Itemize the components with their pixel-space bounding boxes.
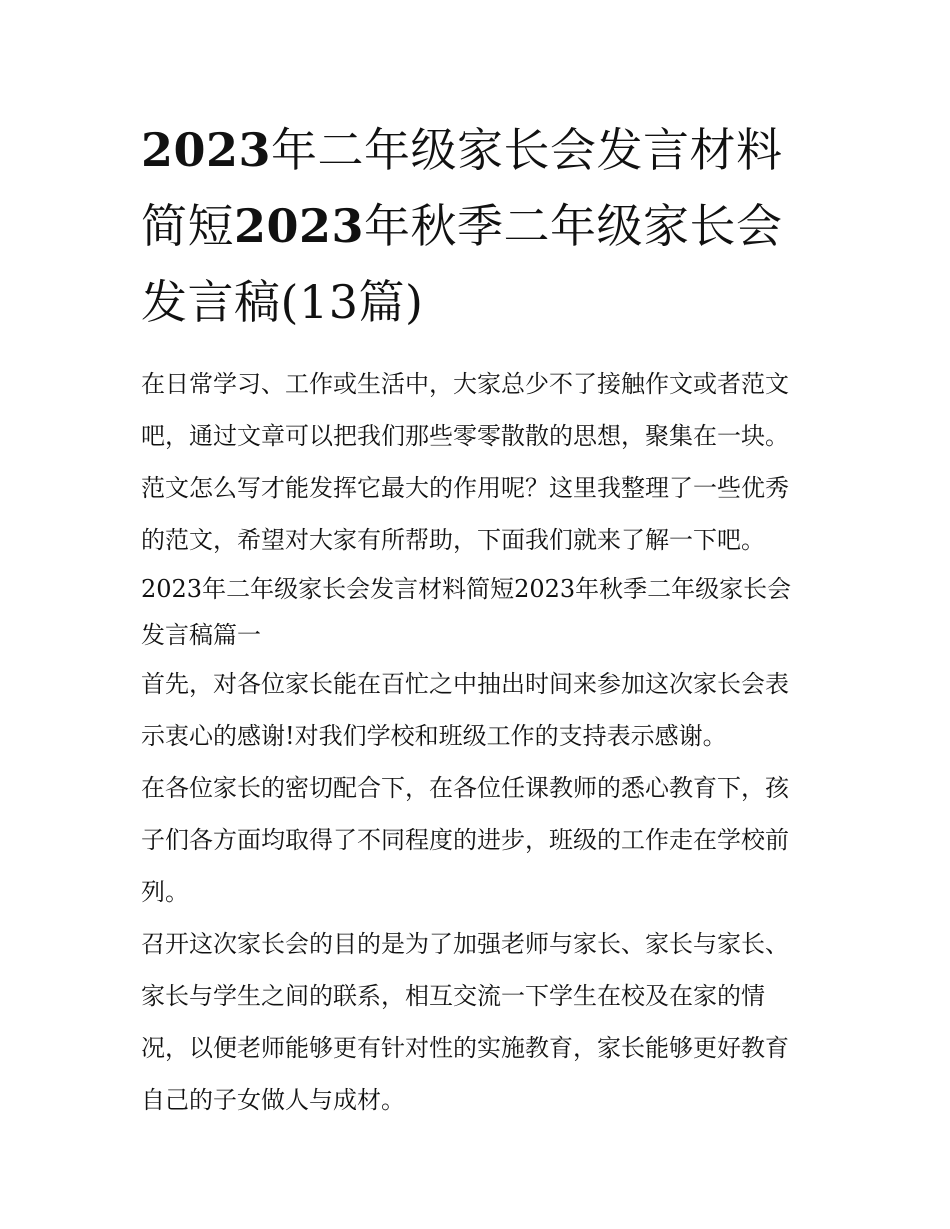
title-year-1: 2023 — [141, 123, 272, 177]
title-text-1: 年二年级家长会发言材料简短 — [141, 123, 783, 253]
body-paragraph-3: 召开这次家长会的目的是为了加强老师与家长、家长与家长、家长与学生之间的联系，相互交流一下学生在校及在家的情况，以便老师能够更有针对性的实施教育，家长能够更好教育自己的子女做人与成材。 — [141, 930, 789, 1114]
document-body — [141, 358, 811, 1126]
section-heading: 2023年二年级家长会发言材料简短2023年秋季二年级家长会发言稿篇一 — [141, 575, 792, 649]
title-text-2: 年秋季二年级家长会发言稿(13篇) — [141, 199, 783, 329]
document-title — [141, 112, 811, 340]
body-paragraph-2: 在各位家长的密切配合下，在各位任课教师的悉心教育下，孩子们各方面均取得了不同程度的进步，班级的工作走在学校前列。 — [141, 774, 789, 906]
body-paragraph-1: 首先，对各位家长能在百忙之中抽出时间来参加这次家长会表示衷心的感谢!对我们学校和班级工作的支持表示感谢。 — [141, 670, 789, 750]
document-content — [141, 112, 811, 1126]
intro-paragraph: 在日常学习、工作或生活中，大家总少不了接触作文或者范文吧，通过文章可以把我们那些零零散散的思想，聚集在一块。范文怎么写才能发挥它最大的作用呢？这里我整理了一些优秀的范文，希望对大家有所帮助，下面我们就来了解一下吧。 — [141, 370, 789, 554]
title-year-2: 2023 — [234, 199, 365, 253]
